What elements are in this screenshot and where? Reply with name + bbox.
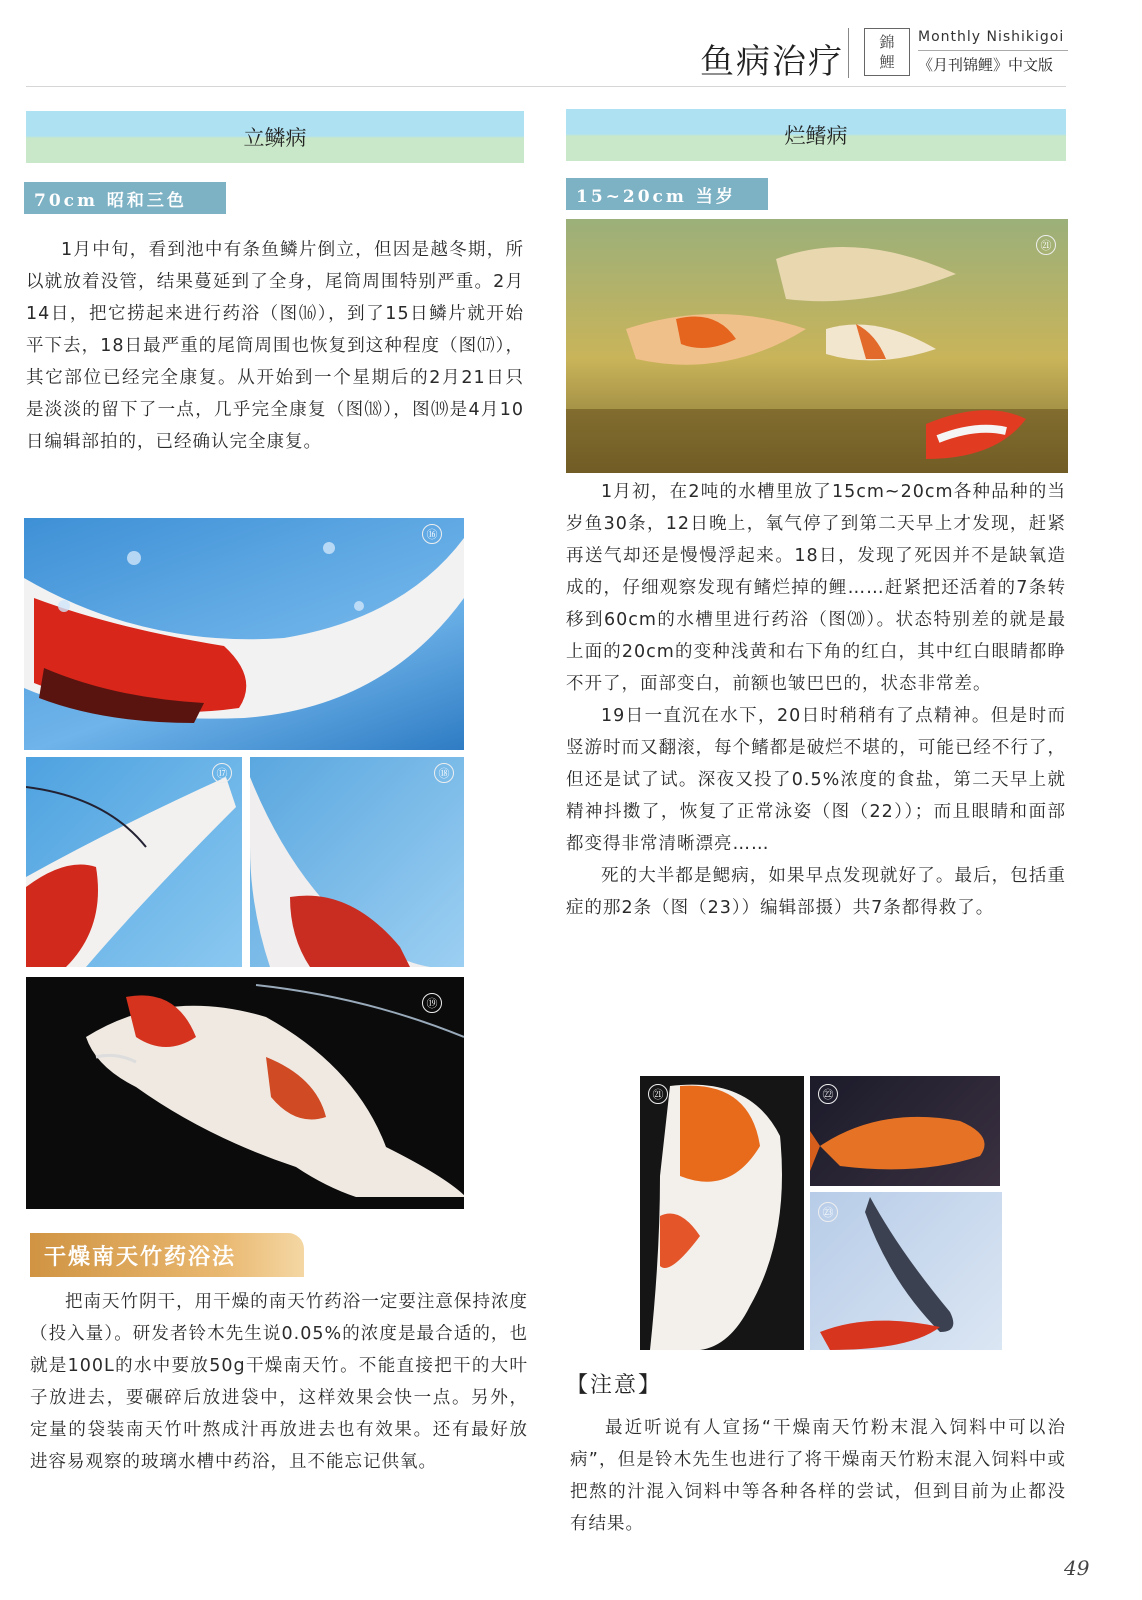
koi-red-white-illustration <box>24 518 464 750</box>
fin-rot-paragraph-1: 1月初，在2吨的水槽里放了15cm~20cm各种品种的当岁鱼30条，12日晚上，氧气停了到第二天早上才发现，赶紧再送气却还是慢慢浮起来。18日，发现了死因并不是缺氧造成的，仔细观察发现有鳍烂掉的鲤……赶紧把还活着的7条转移到60cm的水槽里进行药浴（图⒇）。状态特别差的就是最上面的20cm的变种浅黄和右下角的红白，其中红白眼睛都睁不开了，面部变白，前额也皱巴巴的，状态非常差。 <box>566 482 1066 694</box>
seal-glyph-1: 錦 <box>879 33 895 51</box>
section-title: 鱼病治疗 <box>700 42 844 82</box>
photo-number-badge: ㉑ <box>648 1084 668 1104</box>
photo-number-badge: ⑲ <box>422 993 442 1013</box>
photo-number-badge: ⑯ <box>422 524 442 544</box>
section-banner-scale-disease: 立鳞病 <box>26 111 524 163</box>
scale-disease-paragraph: 1月中旬，看到池中有条鱼鳞片倒立，但因是越冬期，所以就放着没管，结果蔓延到了全身，尾筒周围特别严重。2月14日，把它捞起来进行药浴（图⒃），到了15日鳞片就开始平下去，18日最严重的尾筒周围也恢复到这种程度（图⒄），其它部位已经完全康复。从开始到一个星期后的2月21日只是淡淡的留下了一点，几乎完全康复（图⒅），图⒆是4月10日编辑部拍的，已经确认完全康复。 <box>26 240 524 452</box>
koi-tail-illustration <box>250 757 464 967</box>
photo-number-badge: ㉒ <box>818 1084 838 1104</box>
photo-number-badge: ⑱ <box>434 763 454 783</box>
koi-orange-illustration <box>810 1076 1000 1186</box>
magazine-name-cn: 《月刊锦鲤》中文版 <box>918 56 1054 74</box>
section-banner-fin-rot: 烂鳍病 <box>566 109 1066 161</box>
method-paragraph: 把南天竹阴干，用干燥的南天竹药浴一定要注意保持浓度（投入量）。研发者铃木先生说0.05%的浓度是最合适的，也就是100L的水中要放50g干燥南天竹。不能直接把干的大叶子放进去，要碾碎后放进袋中，这样效果会快一点。另外，定量的袋装南天竹叶熬成汁再放进去也有效果。还有最好放进容易观察的玻璃水槽中药浴，且不能忘记供氧。 <box>30 1292 528 1472</box>
method-tag: 干燥南天竹药浴法 <box>30 1233 304 1277</box>
header-divider <box>848 28 849 78</box>
seal-glyph-2: 鯉 <box>879 53 895 71</box>
header-underline <box>918 50 1068 51</box>
photo-19 <box>26 977 464 1209</box>
magazine-name-en: Monthly Nishikigoi <box>918 29 1065 45</box>
note-paragraph: 最近听说有人宣扬“干燥南天竹粉末混入饲料中可以治病”，但是铃木先生也进行了将干燥南天竹粉末混入饲料中或把熬的汁混入饲料中等各种各样的尝试，但到目前为止都没有结果。 <box>570 1418 1066 1534</box>
photo-23 <box>810 1192 1002 1350</box>
photo-number-badge: ㉓ <box>818 1202 838 1222</box>
koi-tail-illustration <box>26 757 242 967</box>
page-number: 49 <box>1064 1556 1090 1580</box>
koi-dark-illustration <box>810 1192 1002 1350</box>
note-heading: 【注意】 <box>566 1373 663 1398</box>
photo-18 <box>250 757 464 967</box>
photo-17 <box>26 757 242 967</box>
photo-21-tank <box>566 219 1068 473</box>
photo-number-badge: ⑰ <box>212 763 232 783</box>
photo-21-closeup <box>640 1076 804 1350</box>
fin-rot-paragraph-3: 死的大半都是鳃病，如果早点发现就好了。最后，包括重症的那2条（图（23））编辑部摄）共7条都得救了。 <box>566 866 1066 918</box>
fin-rot-text <box>566 476 1066 924</box>
photo-16 <box>24 518 464 750</box>
koi-sanke-illustration <box>26 977 464 1209</box>
photo-22 <box>810 1076 1000 1186</box>
case-tag-left: 70cm 昭和三色 <box>24 182 226 214</box>
koi-tank-illustration <box>566 219 1068 473</box>
photo-number-badge: ㉑ <box>1036 235 1056 255</box>
case-tag-right: 15~20cm 当岁 <box>566 178 768 210</box>
fin-rot-paragraph-2: 19日一直沉在水下，20日时稍稍有了点精神。但是时而竖游时而又翻滚，每个鳍都是破烂不堪的，可能已经不行了，但还是试了试。深夜又投了0.5%浓度的食盐，第二天早上就精神抖擞了，恢复了正常泳姿（图（22））；而且眼睛和面部都变得非常清晰漂亮…… <box>566 706 1066 854</box>
koi-scales-illustration <box>640 1076 804 1350</box>
header-rule <box>26 86 1066 87</box>
magazine-seal-logo <box>864 28 910 76</box>
